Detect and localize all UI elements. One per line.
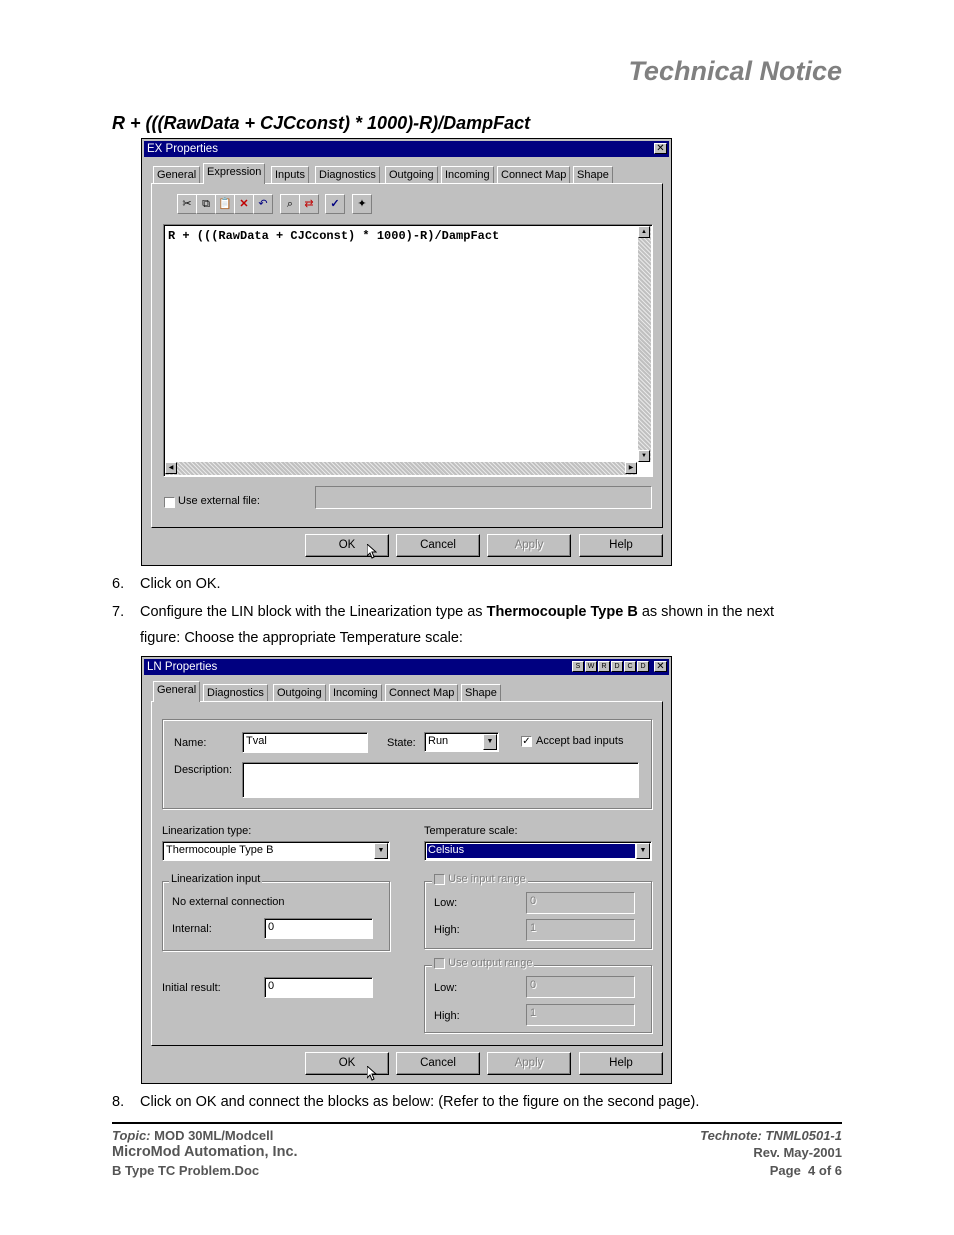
tab-label: Connect Map (389, 687, 455, 699)
output-low-label: Low: (434, 982, 458, 994)
name-field[interactable] (242, 732, 368, 753)
paste-icon[interactable]: 📋 (215, 194, 235, 214)
tab-label: Diagnostics (319, 169, 376, 181)
no-external-connection-label: No external connection (172, 896, 285, 908)
external-file-field[interactable] (315, 486, 652, 509)
use-external-file-label: Use external file: (178, 495, 260, 507)
title-button-c[interactable]: C (624, 661, 636, 672)
tab-connect-map[interactable] (497, 166, 570, 184)
footer-technote (700, 1128, 842, 1143)
scroll-up-icon[interactable]: ▲ (638, 226, 650, 238)
initial-result-label: Initial result: (162, 982, 221, 994)
cancel-button[interactable]: Cancel (396, 534, 480, 557)
output-low-value: 0 (530, 979, 537, 991)
temperature-scale-label: Temperature scale: (424, 825, 518, 837)
expression-editor[interactable] (163, 224, 653, 477)
input-high-label: High: (434, 924, 460, 936)
ln-dialog-titlebar[interactable] (144, 659, 669, 675)
tab-label: Incoming (445, 169, 490, 181)
tab-diagnostics[interactable] (315, 166, 380, 184)
help-button[interactable]: Help (579, 1052, 663, 1075)
step-number: 7. (112, 604, 125, 620)
tab-shape[interactable] (461, 684, 501, 702)
footer-company: MicroMod Automation, Inc. (112, 1144, 298, 1160)
close-icon[interactable]: ✕ (654, 143, 667, 154)
wizard-icon[interactable]: ✦ (352, 194, 372, 214)
accept-bad-inputs-label: Accept bad inputs (536, 735, 624, 747)
output-range-title (432, 957, 534, 969)
internal-field[interactable] (264, 918, 373, 939)
linearization-type-label: Linearization type: (162, 825, 252, 837)
ln-dialog-title: LN Properties (147, 661, 218, 673)
check-icon[interactable]: ✓ (325, 194, 345, 214)
tab-label: General (157, 684, 197, 696)
tab-label: Expression (207, 166, 262, 178)
step-number: 8. (112, 1094, 125, 1110)
tab-label: Inputs (275, 169, 305, 181)
delete-icon[interactable]: ✕ (234, 194, 254, 214)
output-high-label: High: (434, 1010, 460, 1022)
replace-icon[interactable]: ⇄ (299, 194, 319, 214)
state-value: Run (428, 735, 449, 747)
step-text (140, 599, 840, 651)
chevron-down-icon[interactable]: ▼ (483, 734, 497, 750)
tab-shape[interactable] (573, 166, 613, 184)
title-button-w[interactable]: W (585, 661, 597, 672)
formula-heading: R + (((RawData + CJCconst) * 1000)-R)/DampFact (112, 113, 531, 133)
tab-expression[interactable] (203, 163, 265, 184)
tab-label: Connect Map (501, 169, 567, 181)
footer-topic (112, 1128, 273, 1143)
step-text: Click on OK and connect the blocks as below: (Refer to the figure on the second page). (140, 1094, 700, 1110)
tab-outgoing[interactable] (273, 684, 326, 702)
tab-diagnostics[interactable] (203, 684, 268, 702)
ex-dialog-title: EX Properties (147, 143, 218, 155)
apply-button[interactable]: Apply (487, 534, 571, 557)
linearization-type-value: Thermocouple Type B (166, 844, 274, 856)
copy-icon[interactable]: ⧉ (196, 194, 216, 214)
apply-button[interactable]: Apply (487, 1052, 571, 1075)
title-button-r[interactable]: R (598, 661, 610, 672)
output-low-field[interactable] (526, 976, 635, 998)
title-button-d[interactable]: D (611, 661, 623, 672)
ex-tab-panel (151, 183, 663, 528)
mouse-pointer-icon (367, 544, 377, 560)
tab-general[interactable] (153, 166, 200, 184)
chevron-down-icon[interactable]: ▼ (636, 843, 650, 859)
ln-tab-panel (151, 701, 663, 1046)
tab-label: Shape (577, 169, 609, 181)
scroll-left-icon[interactable]: ◀ (165, 462, 177, 474)
linearization-type-dropdown[interactable] (162, 841, 390, 861)
accept-bad-inputs-checkbox[interactable]: ✓ (522, 736, 531, 747)
title-button-d2[interactable]: D (637, 661, 649, 672)
footer-topic-value: MOD 30ML/Modcell (154, 1128, 274, 1143)
scroll-down-icon[interactable]: ▼ (638, 450, 650, 462)
vertical-scrollbar[interactable] (638, 226, 651, 462)
input-low-field[interactable] (526, 892, 635, 914)
temperature-scale-value: Celsius (427, 844, 635, 858)
footer-technote-text: Technote: TNML0501-1 (700, 1128, 842, 1143)
scroll-right-icon[interactable]: ▶ (625, 462, 637, 474)
ok-button[interactable]: OK (305, 1052, 389, 1075)
internal-value: 0 (268, 921, 275, 933)
tab-outgoing[interactable] (385, 166, 438, 184)
ok-button[interactable]: OK (305, 534, 389, 557)
description-field[interactable] (242, 762, 639, 798)
state-dropdown[interactable] (424, 732, 499, 752)
input-range-title (432, 873, 528, 885)
description-label: Description: (174, 764, 233, 776)
initial-result-field[interactable] (264, 977, 373, 998)
temperature-scale-dropdown[interactable] (424, 841, 652, 861)
use-input-range-label: Use input range (448, 873, 526, 885)
tab-label: General (157, 169, 197, 181)
step-text-part: as shown in the next (637, 604, 775, 620)
linearization-input-title: Linearization input (171, 873, 261, 885)
title-button-s[interactable]: S (572, 661, 584, 672)
input-high-value: 1 (530, 922, 537, 934)
use-input-range-checkbox[interactable] (434, 874, 445, 885)
state-label: State: (387, 737, 416, 749)
footer-rev: Rev. May-2001 (753, 1145, 842, 1160)
input-low-label: Low: (434, 897, 458, 909)
undo-icon[interactable]: ↶ (253, 194, 273, 214)
ln-properties-dialog (141, 656, 672, 1084)
step-text: Click on OK. (140, 576, 221, 592)
tab-connect-map[interactable] (385, 684, 458, 702)
tab-incoming[interactable] (329, 684, 382, 702)
footer-doc-name: B Type TC Problem.Doc (112, 1163, 260, 1178)
ex-dialog-titlebar[interactable] (144, 141, 669, 157)
expression-toolbar (169, 194, 379, 214)
use-output-range-checkbox[interactable] (434, 958, 445, 969)
chevron-down-icon[interactable]: ▼ (374, 843, 388, 859)
footer-topic-label: Topic: (112, 1128, 151, 1143)
tab-label: Outgoing (389, 169, 434, 181)
use-external-file-checkbox[interactable] (164, 497, 175, 508)
close-icon[interactable]: ✕ (654, 661, 667, 672)
internal-label: Internal: (172, 923, 212, 935)
tab-label: Outgoing (277, 687, 322, 699)
input-low-value: 0 (530, 895, 537, 907)
initial-result-value: 0 (268, 980, 275, 992)
help-button[interactable]: Help (579, 534, 663, 557)
step-text-line2: figure: Choose the appropriate Temperature scale: (140, 630, 463, 646)
tab-label: Shape (465, 687, 497, 699)
mouse-pointer-icon (367, 1066, 377, 1082)
name-value: Tval (246, 735, 267, 747)
tab-label: Incoming (333, 687, 378, 699)
footer-divider (112, 1122, 842, 1124)
expression-text: R + (((RawData + CJCconst) * 1000)-R)/DampFact (168, 229, 500, 243)
cut-icon[interactable]: ✂ (177, 194, 197, 214)
tab-inputs[interactable] (271, 166, 309, 184)
cancel-button[interactable]: Cancel (396, 1052, 480, 1075)
step-text-part: Configure the LIN block with the Linearization type as (140, 604, 487, 620)
name-label: Name: (174, 737, 207, 749)
output-high-value: 1 (530, 1007, 537, 1019)
footer-page: Page 4 of 6 (769, 1163, 842, 1178)
tab-general[interactable] (153, 681, 200, 702)
linearization-input-group (162, 881, 390, 951)
input-high-field[interactable] (526, 919, 635, 941)
find-icon[interactable]: ⌕ (280, 194, 300, 214)
tab-label: Diagnostics (207, 687, 264, 699)
step-text-bold: Thermocouple Type B (486, 604, 638, 620)
horizontal-scrollbar[interactable] (165, 462, 637, 475)
step-number: 6. (112, 576, 125, 592)
output-high-field[interactable] (526, 1004, 635, 1026)
tab-incoming[interactable] (441, 166, 494, 184)
page-title: Technical Notice (628, 56, 842, 86)
use-output-range-label: Use output range (448, 957, 533, 969)
ex-properties-dialog (141, 138, 672, 566)
step-7 (112, 599, 842, 653)
